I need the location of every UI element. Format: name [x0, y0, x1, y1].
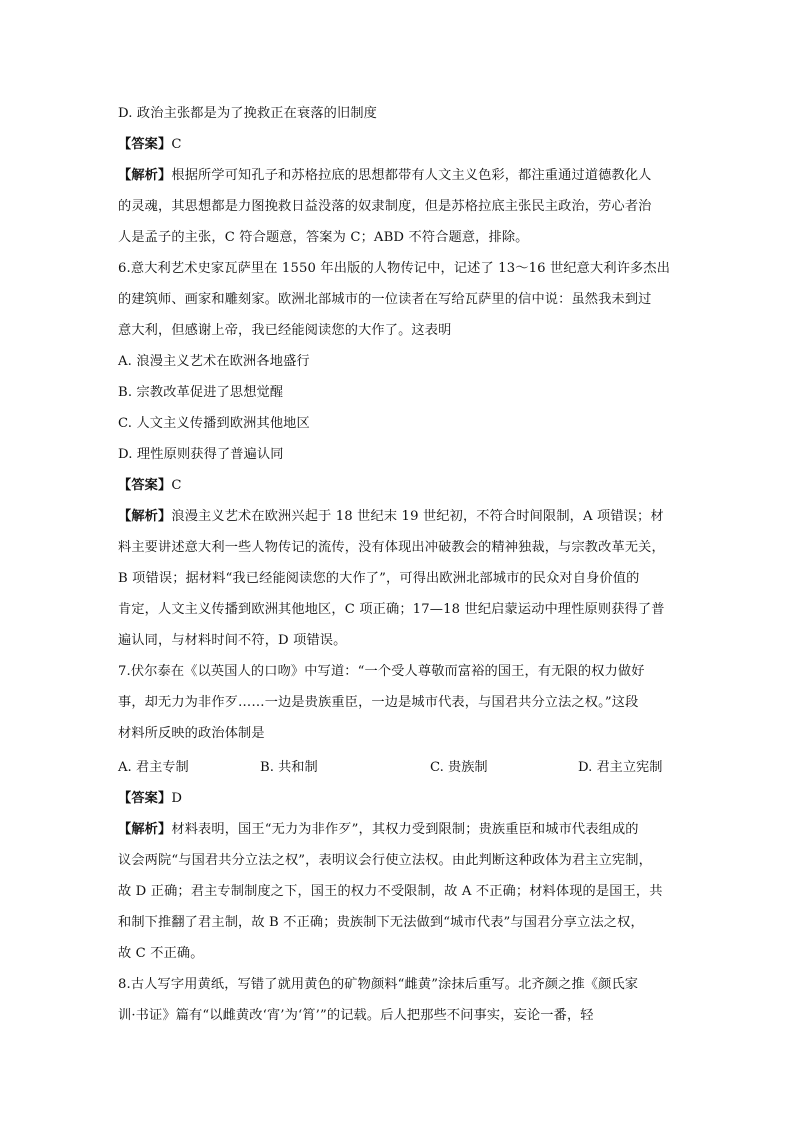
answer-value: C	[171, 137, 182, 152]
q7-option-d: D. 君主立宪制	[578, 760, 663, 775]
q7-analysis-line: 和制下推翻了君主制，故 B 不正确；贵族制下无法做到“城市代表”与国君分享立法之权，	[118, 915, 644, 930]
analysis-tag: 【解析】	[118, 168, 172, 183]
answer-tag: 【答案】	[118, 137, 172, 152]
q7-analysis-line	[118, 822, 639, 838]
q6-stem-line: 的建筑师、画家和雕刻家。欧洲北部城市的一位读者在写给瓦萨里的信中说：虽然我未到过	[118, 292, 652, 307]
q6-option-a: A. 浪漫主义艺术在欧洲各地盛行	[118, 354, 310, 369]
analysis-text: 浪漫主义艺术在欧洲兴起于 18 世纪末 19 世纪初，不符合时间限制，A 项错误；材	[171, 509, 664, 524]
q7-stem-line: 7.伏尔泰在《以英国人的口吻》中写道：“一个受人尊敬而富裕的国王，有无限的权力做好	[118, 664, 645, 679]
q6-option-b: B. 宗教改革促进了思想觉醒	[118, 385, 284, 400]
q7-stem-line: 材料所反映的政治体制是	[118, 726, 265, 741]
q7-option-a: A. 君主专制	[118, 760, 189, 775]
q6-answer	[118, 478, 182, 494]
q6-option-c: C. 人文主义传播到欧洲其他地区	[118, 416, 310, 431]
q6-analysis-line	[118, 509, 664, 525]
q7-stem-line: 事，却无力为非作歹……一边是贵族重臣，一边是城市代表，与国君共分立法之权。”这段	[118, 695, 639, 710]
q6-analysis-line: 遍认同，与材料时间不符，D 项错误。	[118, 633, 347, 648]
q5-analysis-line: 的灵魂，其思想都是力图挽救日益没落的奴隶制度，但是苏格拉底主张民主政治，劳心者治	[118, 199, 652, 214]
q7-answer	[118, 791, 182, 807]
q6-analysis-line: 肯定，人文主义传播到欧洲其他地区，C 项正确；17—18 世纪启蒙运动中理性原则获得了普	[118, 602, 665, 617]
analysis-text: 根据所学可知孔子和苏格拉底的思想都带有人文主义色彩，都注重通过道德教化人	[171, 168, 652, 183]
q7-option-c: C. 贵族制	[430, 760, 488, 775]
q5-answer	[118, 137, 182, 153]
q7-analysis-line: 故 C 不正确。	[118, 946, 204, 961]
q7-analysis-line: 故 D 正确；君主专制制度之下，国王的权力不受限制，故 A 不正确；材料体现的是国王，共	[118, 884, 663, 899]
answer-value: D	[171, 791, 183, 806]
q8-stem-line: 8.古人写字用黄纸，写错了就用黄色的矿物颜料“雌黄”涂抹后重写。北齐颜之推《颜氏家	[118, 977, 639, 992]
q5-analysis-line: 人是孟子的主张，C 符合题意，答案为 C；ABD 不符合题意，排除。	[118, 230, 529, 245]
answer-value: C	[171, 478, 182, 493]
q6-stem-line: 意大利，但感谢上帝，我已经能阅读您的大作了。这表明	[118, 323, 452, 338]
q7-analysis-line: 议会两院“与国君共分立法之权”，表明议会行使立法权。由此判断这种政体为君主立宪制，	[118, 853, 652, 868]
analysis-text: 材料表明，国王“无力为非作歹”，其权力受到限制；贵族重臣和城市代表组成的	[171, 822, 639, 837]
q5-option-d: D. 政治主张都是为了挽救正在衰落的旧制度	[118, 106, 378, 121]
q7-option-b: B. 共和制	[260, 760, 318, 775]
answer-tag: 【答案】	[118, 791, 172, 806]
q6-stem-line: 6.意大利艺术史家瓦萨里在 1550 年出版的人物传记中，记述了 13～16 世纪意大利许多杰出	[118, 261, 671, 276]
q8-stem-line: 训·书证》篇有“以雌黄改‘宵’为‘筲’”的记载。后人把那些不问事实，妄论一番，轻	[118, 1008, 594, 1023]
answer-tag: 【答案】	[118, 478, 172, 493]
q6-analysis-line: 料主要讲述意大利一些人物传记的流传，没有体现出冲破教会的精神独裁，与宗教改革无关，	[118, 540, 665, 555]
q6-option-d: D. 理性原则获得了普遍认同	[118, 447, 284, 462]
q5-analysis-line	[118, 168, 652, 184]
analysis-tag: 【解析】	[118, 509, 172, 524]
q6-analysis-line: B 项错误；据材料“我已经能阅读您的大作了”，可得出欧洲北部城市的民众对自身价值的	[118, 571, 640, 586]
analysis-tag: 【解析】	[118, 822, 172, 837]
